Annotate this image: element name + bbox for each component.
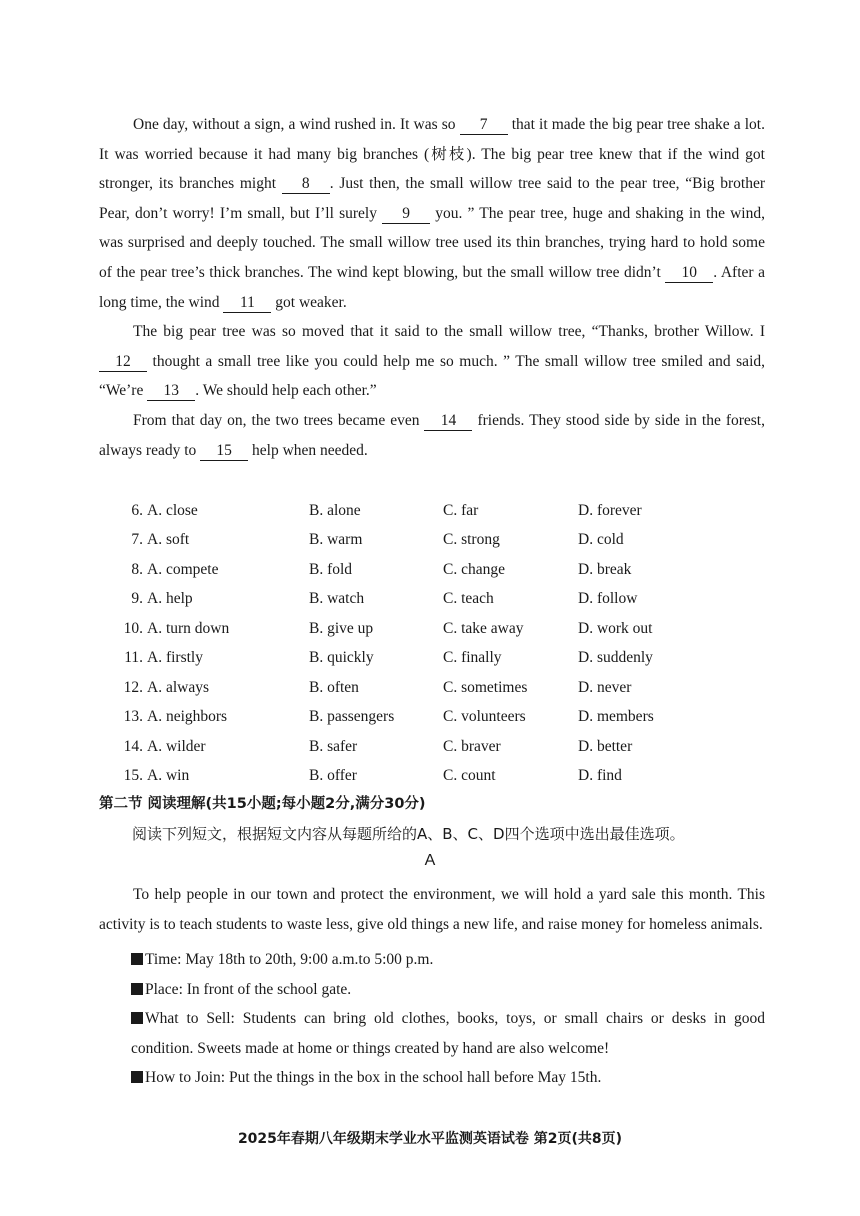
option-c: C. count [443, 767, 496, 785]
option-c: C. sometimes [443, 678, 528, 696]
bullet-square-icon [131, 1012, 143, 1024]
passage-intro: To help people in our town and protect the environment, we will hold a yard sale this month. This activity is to teach students to waste less, give old things a new life, and raise money for homeless animals. [99, 886, 765, 933]
option-b: B. alone [309, 501, 361, 519]
option-a: A. compete [147, 560, 219, 578]
blank-11: 11 [223, 294, 271, 313]
section-instruction: 阅读下列短文，根据短文内容从每题所给的A、B、C、D四个选项中选出最佳选项。 [132, 825, 685, 843]
blank-10: 10 [665, 264, 713, 283]
option-b: B. passengers [309, 708, 395, 726]
option-c: C. change [443, 560, 505, 578]
option-d: D. forever [578, 501, 642, 519]
bullet-square-icon [131, 1071, 143, 1083]
option-b: B. give up [309, 619, 374, 637]
question-number: 7. [131, 531, 143, 549]
option-a: A. always [147, 678, 209, 696]
info-item-text: How to Join: Put the things in the box in the school hall before May 15th. [145, 1069, 602, 1086]
blank-13: 13 [147, 382, 195, 401]
question-number: 13. [123, 708, 143, 726]
option-d: D. break [578, 560, 632, 578]
option-c: C. far [443, 501, 479, 519]
info-item [99, 1004, 765, 1063]
cloze-options [99, 496, 765, 791]
option-d: D. work out [578, 619, 653, 637]
option-row [99, 703, 765, 733]
option-b: B. warm [309, 531, 363, 549]
option-row [99, 555, 765, 585]
page-footer: 2025年春期八年级期末学业水平监测英语试卷 第2页(共8页) [237, 1131, 623, 1147]
option-d: D. cold [578, 531, 624, 549]
option-b: B. quickly [309, 649, 374, 667]
option-c: C. take away [443, 619, 524, 637]
option-a: A. close [147, 501, 198, 519]
option-c: C. finally [443, 649, 502, 667]
cloze-passage [99, 110, 765, 465]
option-c: C. strong [443, 531, 500, 549]
section-title: 第二节 阅读理解(共15小题;每小题2分,满分30分) [99, 796, 426, 812]
option-d: D. find [578, 767, 622, 785]
bullet-square-icon [131, 953, 143, 965]
option-row [99, 673, 765, 703]
question-number: 14. [123, 737, 143, 755]
option-row [99, 526, 765, 556]
question-number: 9. [131, 590, 143, 608]
info-item [99, 975, 765, 1005]
option-a: A. help [147, 590, 193, 608]
question-number: 10. [123, 619, 143, 637]
question-number: 6. [131, 501, 143, 519]
option-d: D. members [578, 708, 654, 726]
option-a: A. wilder [147, 737, 206, 755]
bullet-square-icon [131, 983, 143, 995]
option-d: D. follow [578, 590, 638, 608]
option-row [99, 644, 765, 674]
blank-8: 8 [282, 175, 330, 194]
option-b: B. safer [309, 737, 358, 755]
option-b: B. watch [309, 590, 365, 608]
blank-12: 12 [99, 353, 147, 372]
blank-14: 14 [424, 412, 472, 431]
info-item-text: Place: In front of the school gate. [145, 980, 352, 998]
info-item-text: What to Sell: Students can bring old clothes, books, toys, or small chairs or desks in good condition. Sweets made at home or things created by hand are also welcome! [131, 1010, 765, 1057]
blank-9: 9 [382, 205, 430, 224]
option-a: A. turn down [147, 619, 230, 637]
cloze-paragraph: From that day on, the two trees became even 14 friends. They stood side by side in the forest, always ready to 15 help when needed. [99, 411, 765, 459]
option-d: D. better [578, 737, 633, 755]
question-number: 8. [131, 560, 143, 578]
blank-7: 7 [460, 116, 508, 135]
option-a: A. firstly [147, 649, 203, 667]
option-b: B. fold [309, 560, 353, 578]
option-c: C. teach [443, 590, 494, 608]
passage-label: A [424, 852, 436, 869]
question-number: 11. [124, 649, 143, 667]
option-row [99, 762, 765, 792]
info-item-text: Time: May 18th to 20th, 9:00 a.m.to 5:00 p.m. [145, 951, 434, 968]
option-row [99, 614, 765, 644]
question-number: 12. [123, 678, 143, 696]
info-item [99, 945, 765, 975]
question-number: 15. [123, 767, 143, 785]
cloze-paragraph: One day, without a sign, a wind rushed in. It was so 7 that it made the big pear tree shake a lot. It was worried because it had many big branches (树枝). The big pear tree knew that if the wind got stronger, its branches might 8 . Just then, the small willow tree said to the pear tree, “Big brother Pear, don’t worry! I’m small, but I’ll surely 9 you. ” The pear tree, huge and shaking in the wind, was surprised and deeply touched. The small willow tree used its thin branches, trying hard to hold some of the pear tree’s thick branches. The wind kept blowing, but the small willow tree didn’t 10 . After a long time, the wind 11 got weaker. [99, 116, 765, 311]
option-a: A. win [147, 767, 190, 785]
option-row [99, 732, 765, 762]
option-c: C. volunteers [443, 708, 526, 726]
blank-15: 15 [200, 442, 248, 461]
option-c: C. braver [443, 737, 501, 755]
reading-passage-a [99, 880, 765, 1093]
option-b: B. often [309, 678, 359, 696]
option-b: B. offer [309, 767, 357, 785]
info-item [99, 1063, 765, 1093]
option-a: A. neighbors [147, 708, 228, 726]
option-row [99, 496, 765, 526]
option-d: D. never [578, 678, 632, 696]
cloze-paragraph: The big pear tree was so moved that it said to the small willow tree, “Thanks, brother Willow. I 12 thought a small tree like you could help me so much. ” The small willow tree smiled and said, “We’re 13 . We should help each other.” [99, 323, 765, 400]
option-d: D. suddenly [578, 649, 653, 667]
option-row [99, 585, 765, 615]
option-a: A. soft [147, 531, 190, 549]
